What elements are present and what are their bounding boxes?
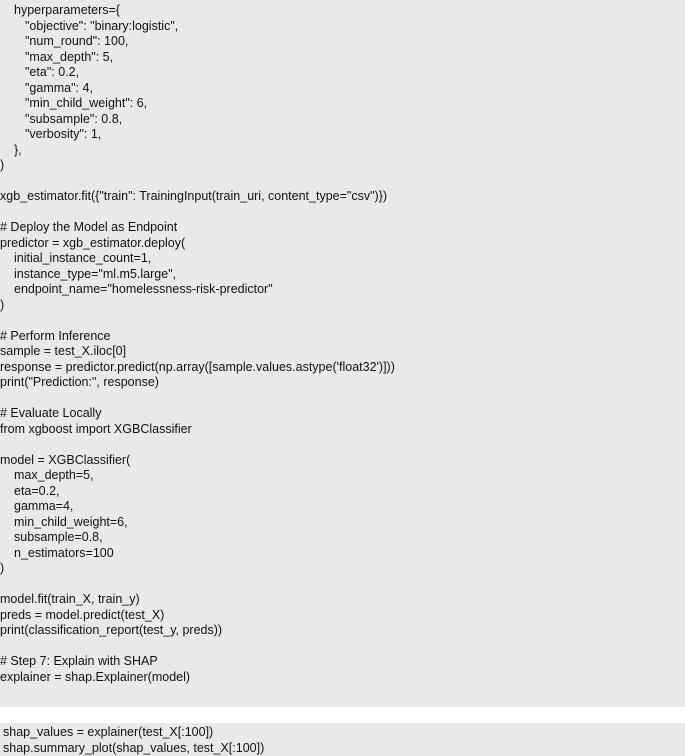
code-line: subsample=0.8,	[14, 530, 103, 544]
code-line: # Evaluate Locally	[0, 406, 102, 420]
code-line: min_child_weight=6,	[14, 514, 128, 529]
code-line: "eta": 0.2,	[25, 65, 80, 79]
code-line: response = predictor.predict(np.array([sample.values.astype('float32')]))	[0, 359, 395, 374]
code-line: predictor = xgb_estimator.deploy(	[0, 235, 186, 250]
code-line: preds = model.predict(test_X)	[0, 607, 165, 622]
code-line: initial_instance_count=1,	[14, 251, 152, 265]
code-line: n_estimators=100	[14, 545, 114, 560]
code-line	[0, 639, 685, 655]
code-line: xgb_estimator.fit({"train": TrainingInput(train_uri, content_type="csv")})	[0, 189, 388, 203]
code-line: "objective": "binary:logistic",	[25, 18, 179, 33]
code-line: "gamma": 4,	[25, 80, 93, 95]
code-line: shap.summary_plot(shap_values, test_X[:100])	[3, 740, 265, 755]
code-line: print("Prediction:", response)	[0, 375, 159, 389]
code-line: eta=0.2,	[14, 483, 60, 498]
code-line: "num_round": 100,	[25, 34, 129, 48]
code-line: hyperparameters={	[14, 3, 120, 17]
code-line	[0, 437, 685, 453]
code-line: gamma=4,	[14, 499, 74, 513]
code-line	[0, 313, 685, 329]
code-line: "max_depth": 5,	[25, 49, 114, 64]
code-line: print(classification_report(test_y, preds))	[0, 623, 223, 637]
code-line: # Deploy the Model as Endpoint	[0, 220, 178, 234]
code-line: "subsample": 0.8,	[25, 111, 123, 126]
code-line	[0, 391, 685, 407]
code-line: "min_child_weight": 6,	[25, 96, 148, 110]
code-line: )	[0, 561, 5, 575]
code-line: "verbosity": 1,	[25, 127, 102, 141]
code-block-shap	[0, 723, 685, 756]
code-line: )	[0, 297, 5, 312]
code-line: shap_values = explainer(test_X[:100])	[3, 725, 214, 739]
code-line: sample = test_X.iloc[0]	[0, 344, 127, 358]
code-line	[0, 205, 685, 221]
code-line: model.fit(train_X, train_y)	[0, 592, 140, 606]
code-line: model = XGBClassifier(	[0, 452, 131, 467]
code-line: # Perform Inference	[0, 328, 111, 343]
code-line: from xgboost import XGBClassifier	[0, 421, 192, 436]
code-line: },	[14, 142, 22, 157]
code-line: )	[0, 158, 5, 172]
code-line	[0, 577, 685, 593]
code-line: explainer = shap.Explainer(model)	[0, 669, 191, 684]
code-line: endpoint_name="homelessness-risk-predictor"	[14, 282, 273, 296]
code-line: instance_type="ml.m5.large",	[14, 266, 177, 281]
code-line: max_depth=5,	[14, 468, 94, 482]
code-line	[0, 174, 685, 190]
code-line: # Step 7: Explain with SHAP	[0, 654, 158, 668]
